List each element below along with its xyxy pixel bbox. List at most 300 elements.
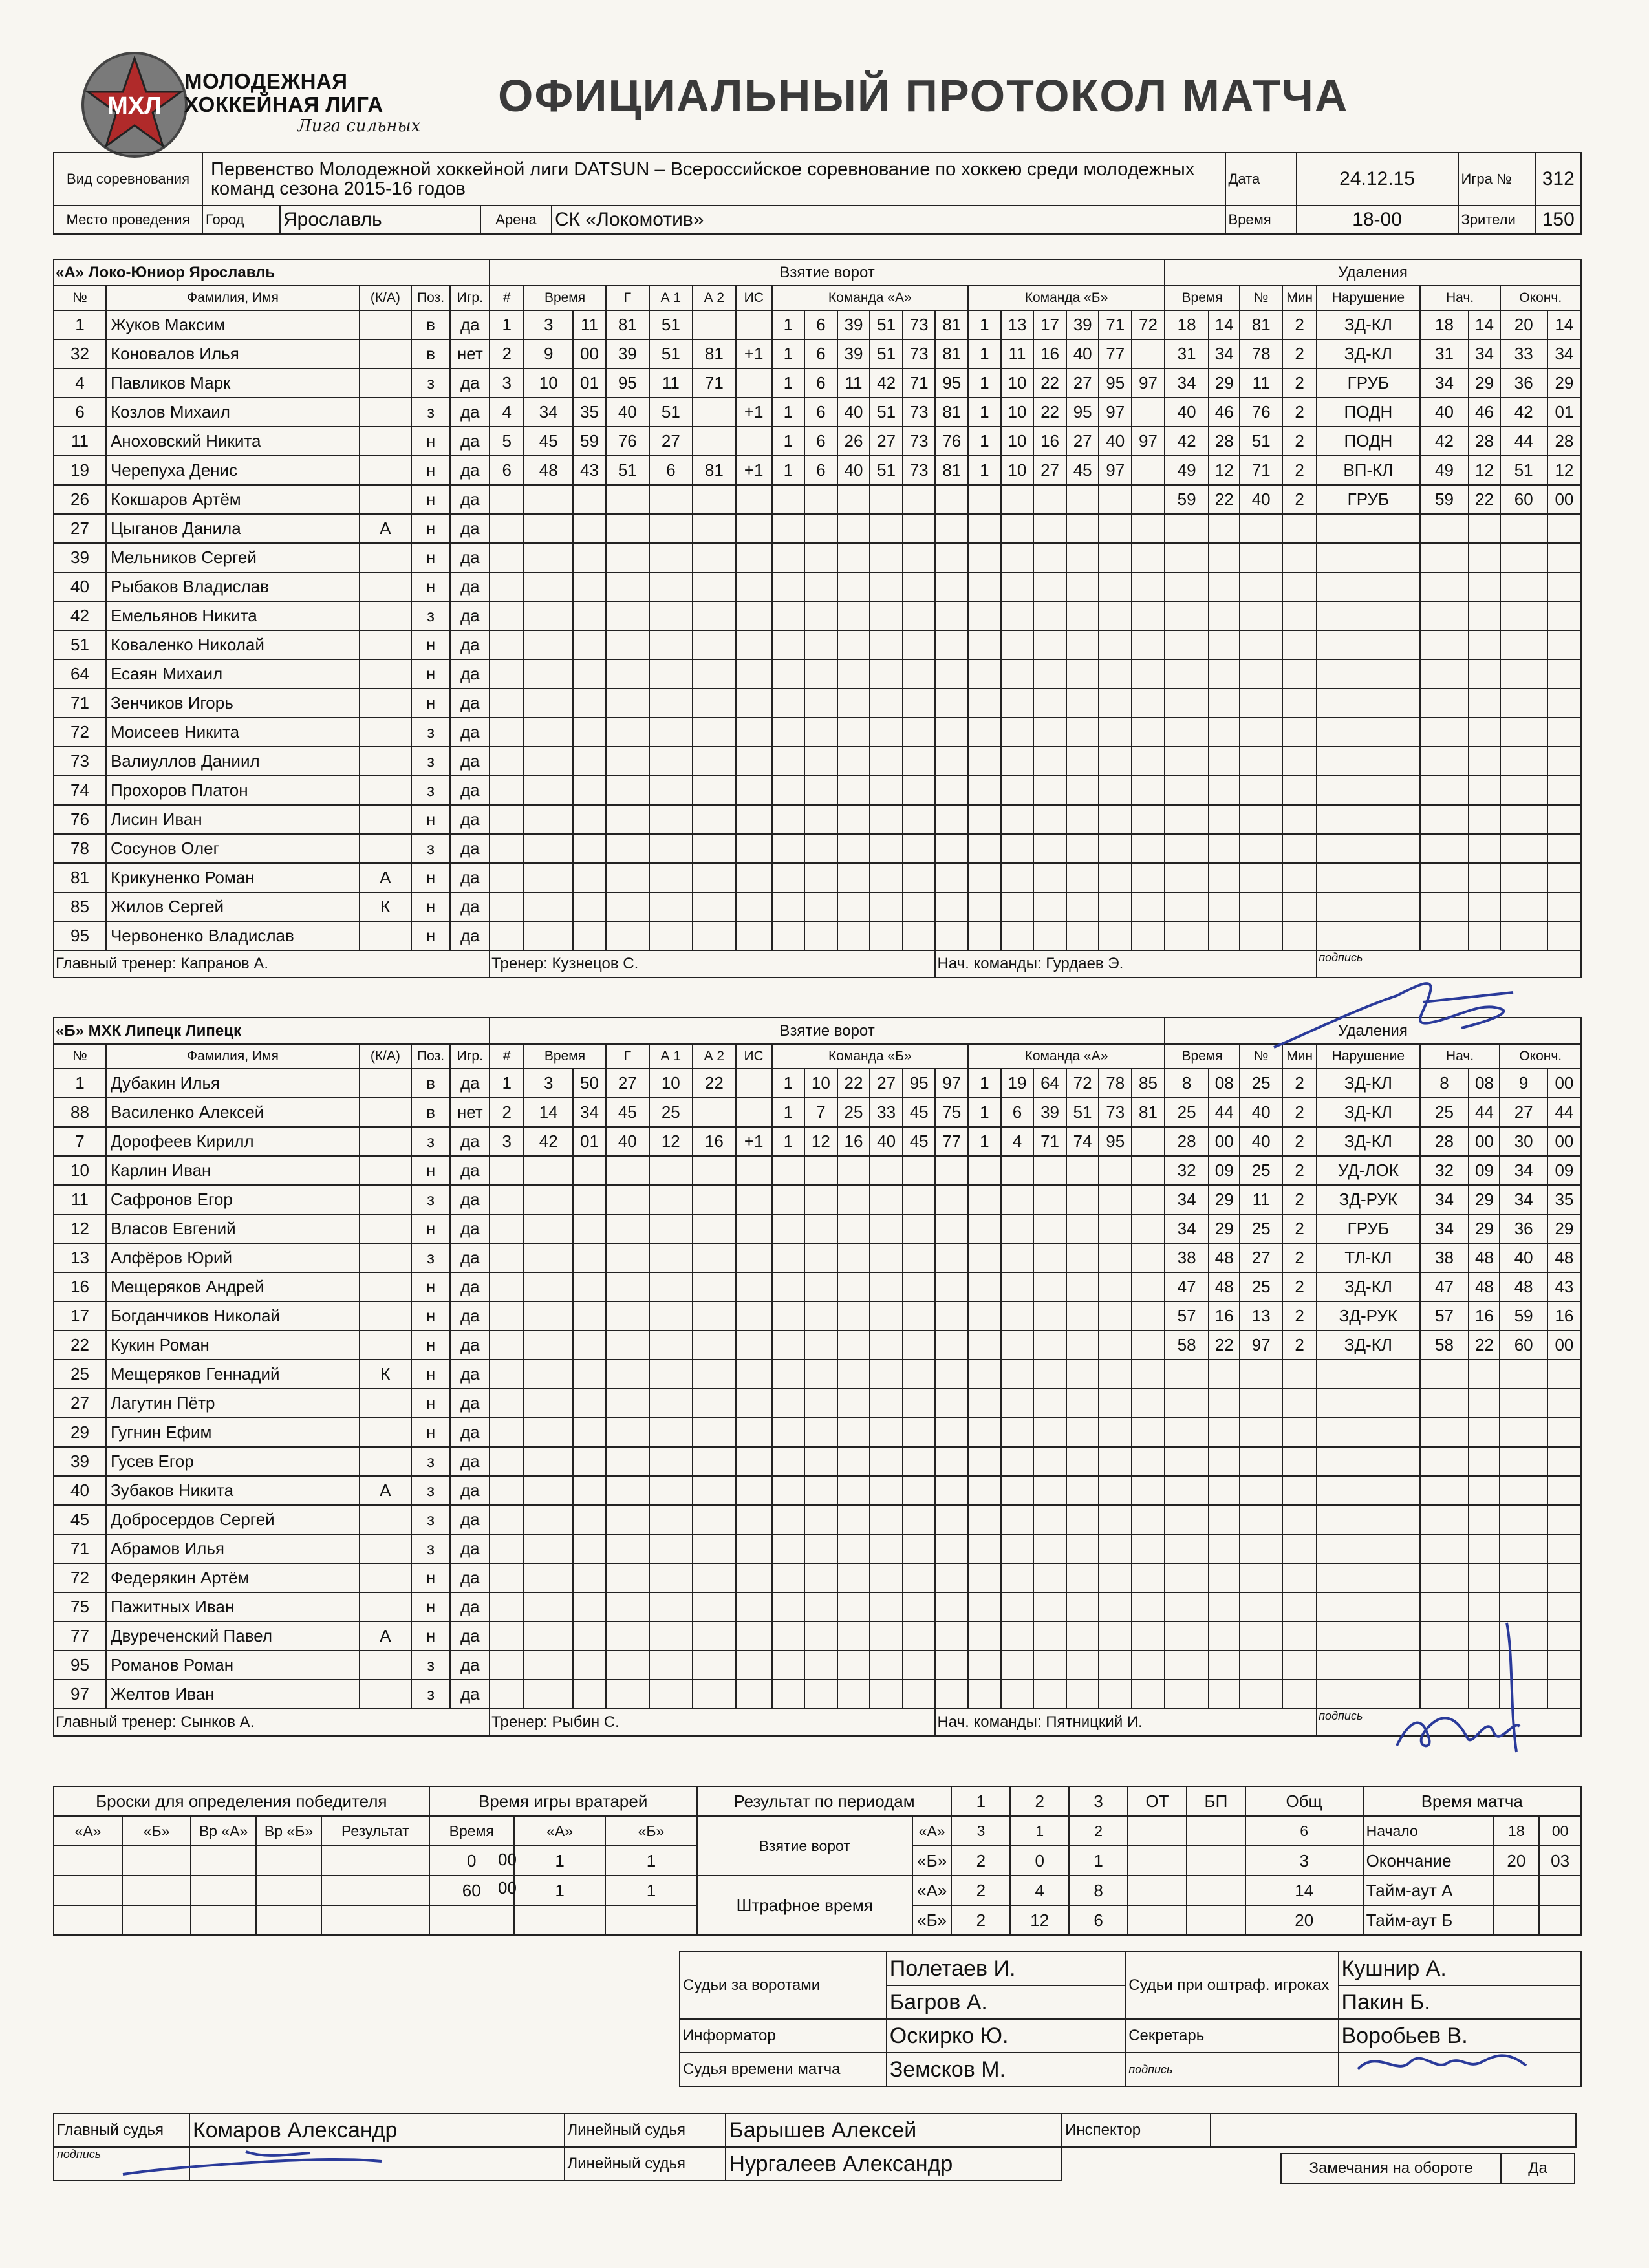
goal-own-onice: 73	[903, 398, 936, 427]
goal-opp-onice	[1001, 1505, 1034, 1534]
goal-own-onice: 73	[903, 427, 936, 456]
goal-opp-onice	[1066, 1563, 1099, 1592]
penalty-start-minute	[1420, 1476, 1469, 1505]
gk-col-a: «А»	[514, 1816, 605, 1846]
goal-own-onice	[870, 1505, 903, 1534]
goal-second	[573, 1505, 606, 1534]
gk-row1-b: 1	[605, 1846, 696, 1876]
penalty-start-minute	[1420, 1360, 1469, 1389]
player-role	[360, 805, 411, 834]
player-position: н	[411, 1331, 451, 1360]
goal-own-onice	[804, 543, 837, 572]
penalty-start-minute: 32	[1420, 1156, 1469, 1185]
goal-own-onice: 97	[935, 1069, 968, 1098]
goal-own-onice	[935, 485, 968, 514]
team_a-row	[54, 892, 1581, 921]
goal-own-onice	[935, 805, 968, 834]
player-role	[360, 485, 411, 514]
penalty-second	[1209, 1505, 1240, 1534]
penalty-second	[1209, 747, 1240, 776]
goal-strength	[736, 863, 772, 892]
penalty-end-second: 44	[1547, 1098, 1581, 1127]
goal-opp-onice: 71	[1033, 1127, 1066, 1156]
player-played: да	[450, 863, 490, 892]
penalty-length: 2	[1282, 1243, 1317, 1272]
goal-opp-onice	[968, 1447, 1001, 1476]
goal-assist2	[693, 1098, 736, 1127]
goal-second	[573, 630, 606, 659]
goals-a-p1: 3	[951, 1816, 1010, 1846]
goal-number	[490, 572, 524, 601]
goal-assist2	[693, 572, 736, 601]
goal-own-onice	[935, 1592, 968, 1621]
penalty-length	[1282, 1389, 1317, 1418]
penalty-end-minute: 30	[1500, 1127, 1547, 1156]
goal-second	[573, 1447, 606, 1476]
goal-opp-onice	[1132, 659, 1165, 689]
penalty-infraction	[1317, 892, 1419, 921]
penalty-end-minute	[1500, 1389, 1547, 1418]
team_b-penalties-header: Удаления	[1165, 1018, 1581, 1044]
penalty-start-second: 12	[1469, 456, 1500, 485]
goal-own-onice: 75	[935, 1098, 968, 1127]
goal-opp-onice	[968, 1331, 1001, 1360]
goal-opp-onice	[1099, 921, 1132, 950]
goal-own-onice	[837, 1621, 870, 1651]
penalty-length	[1282, 805, 1317, 834]
goal-own-onice	[870, 485, 903, 514]
goal-own-onice: 81	[935, 398, 968, 427]
goal-opp-onice	[1001, 834, 1034, 863]
linesman-1-label: Линейный судья	[565, 2113, 726, 2147]
player-position: н	[411, 1418, 451, 1447]
goal-strength	[736, 1418, 772, 1447]
penalty-length	[1282, 1418, 1317, 1447]
penalty-end-second: 14	[1547, 310, 1581, 339]
goal-own-onice	[935, 1680, 968, 1709]
goal-minute	[524, 1651, 573, 1680]
goals-label: Взятие ворот	[697, 1816, 912, 1876]
goal-own-onice	[935, 1621, 968, 1651]
penalty-player	[1240, 1621, 1282, 1651]
penalty-second	[1209, 1592, 1240, 1621]
goal-opp-onice	[1001, 1418, 1034, 1447]
goal-own-onice	[935, 543, 968, 572]
penalty-infraction	[1317, 1360, 1419, 1389]
goal-opp-onice	[1001, 776, 1034, 805]
penalty-infraction: ПОДН	[1317, 427, 1419, 456]
gk-row2-b: 1	[605, 1876, 696, 1905]
goal-opp-onice	[1132, 1447, 1165, 1476]
team_b-row	[54, 1534, 1581, 1563]
penalty-infraction	[1317, 776, 1419, 805]
goal-own-onice	[870, 659, 903, 689]
goal-own-onice	[772, 630, 805, 659]
penalty-second	[1209, 1680, 1240, 1709]
signature-referee	[116, 2145, 388, 2184]
goal-opp-onice	[1001, 1272, 1034, 1301]
goal-opp-onice	[968, 1156, 1001, 1185]
goal-opp-onice: 1	[968, 427, 1001, 456]
goal-assist1	[649, 543, 693, 572]
player-role	[360, 398, 411, 427]
penalty-length	[1282, 1447, 1317, 1476]
goal-minute	[524, 630, 573, 659]
goal-strength	[736, 1360, 772, 1389]
goal-own-onice: 11	[837, 369, 870, 398]
penalty-second	[1209, 718, 1240, 747]
goal-assist1: 51	[649, 398, 693, 427]
goal-scorer	[606, 543, 649, 572]
goal-opp-onice	[1033, 1563, 1066, 1592]
penalty-start-second	[1469, 601, 1500, 630]
goal-minute	[524, 1185, 573, 1214]
penalty-start-minute	[1420, 630, 1469, 659]
player-position: в	[411, 339, 451, 369]
penalty-player: 13	[1240, 1301, 1282, 1331]
goal-opp-onice	[1001, 805, 1034, 834]
goal-own-onice: 1	[772, 339, 805, 369]
penalty-infraction	[1317, 1505, 1419, 1534]
penalty-second	[1209, 805, 1240, 834]
goal-assist2	[693, 514, 736, 543]
referee-label: Главный судья	[54, 2113, 189, 2147]
goal-assist1	[649, 863, 693, 892]
goal-opp-onice	[968, 1272, 1001, 1301]
goal-assist2	[693, 747, 736, 776]
penalty-minute: 34	[1165, 369, 1209, 398]
goal-opp-onice	[1001, 1360, 1034, 1389]
goal-opp-onice: 19	[1001, 1069, 1034, 1098]
goal-own-onice	[837, 1680, 870, 1709]
penalty-end-second	[1547, 601, 1581, 630]
player-played: да	[450, 1301, 490, 1331]
goal-own-onice	[903, 514, 936, 543]
goal-opp-onice	[1132, 1331, 1165, 1360]
goal-opp-onice	[1132, 1243, 1165, 1272]
goal-assist2: 22	[693, 1069, 736, 1098]
goal-number	[490, 1680, 524, 1709]
goal-opp-onice	[968, 1418, 1001, 1447]
player-number: 88	[54, 1098, 106, 1127]
goal-judges-label: Судьи за воротами	[680, 1952, 887, 2019]
team_b-row	[54, 1214, 1581, 1243]
goal-own-onice	[870, 1592, 903, 1621]
penalty-minute	[1165, 1505, 1209, 1534]
shootout-col-gk-b: Вр «Б»	[256, 1816, 321, 1846]
goal-opp-onice	[1001, 1534, 1034, 1563]
penalty-start-second: 48	[1469, 1243, 1500, 1272]
goal-opp-onice	[1066, 747, 1099, 776]
player-played: да	[450, 1592, 490, 1621]
penalty-end-minute	[1500, 1476, 1547, 1505]
goal-assist2	[693, 1505, 736, 1534]
team_a-row	[54, 863, 1581, 892]
penalty-player	[1240, 718, 1282, 747]
goal-number	[490, 921, 524, 950]
linesman-2-label: Линейный судья	[565, 2147, 726, 2181]
penalty-player: 78	[1240, 339, 1282, 369]
goal-opp-onice	[1066, 1447, 1099, 1476]
player-number: 22	[54, 1331, 106, 1360]
goal-opp-onice	[1066, 1651, 1099, 1680]
goal-own-onice	[804, 572, 837, 601]
penalty-minute: 38	[1165, 1243, 1209, 1272]
team_a-penalties-header: Удаления	[1165, 259, 1581, 286]
goal-minute	[524, 892, 573, 921]
goal-minute: 34	[524, 398, 573, 427]
penalty-end-second	[1547, 1621, 1581, 1651]
penalty-end-minute	[1500, 1505, 1547, 1534]
goal-opp-onice	[1001, 1592, 1034, 1621]
goal-scorer	[606, 1214, 649, 1243]
pim-label: Штрафное время	[697, 1876, 912, 1935]
arena-label: Арена	[480, 206, 552, 233]
goal-minute	[524, 776, 573, 805]
penalty-second	[1209, 776, 1240, 805]
goal-opp-onice	[1066, 543, 1099, 572]
penalty-infraction	[1317, 921, 1419, 950]
goal-opp-onice	[1001, 1389, 1034, 1418]
goal-number: 2	[490, 1098, 524, 1127]
penalty-length	[1282, 921, 1317, 950]
penalty-end-second: 00	[1547, 1127, 1581, 1156]
penalty-second: 48	[1209, 1272, 1240, 1301]
player-number: 7	[54, 1127, 106, 1156]
penalty-minute	[1165, 834, 1209, 863]
player-name: Жуков Максим	[106, 310, 360, 339]
timekeeper-name: Земсков М.	[887, 2053, 1125, 2086]
team_a-col-pos: Поз.	[411, 286, 451, 310]
goal-own-onice	[837, 1476, 870, 1505]
goal-opp-onice	[1099, 543, 1132, 572]
penalty-infraction: ЗД-КЛ	[1317, 1069, 1419, 1098]
player-played: да	[450, 1389, 490, 1418]
goal-opp-onice	[1033, 485, 1066, 514]
goal-assist1	[649, 1476, 693, 1505]
goal-assist1	[649, 1272, 693, 1301]
goal-opp-onice	[1132, 689, 1165, 718]
penalty-infraction: ЗД-КЛ	[1317, 1272, 1419, 1301]
goal-own-onice: 1	[772, 456, 805, 485]
penalty-infraction	[1317, 863, 1419, 892]
goal-opp-onice	[1099, 1389, 1132, 1418]
penalty-player	[1240, 776, 1282, 805]
goal-assist2	[693, 1272, 736, 1301]
player-role	[360, 747, 411, 776]
goal-assist1	[649, 1331, 693, 1360]
goal-opp-onice: 74	[1066, 1127, 1099, 1156]
penalty-minute	[1165, 630, 1209, 659]
summary-table	[53, 1786, 1582, 1936]
goal-opp-onice	[1033, 689, 1066, 718]
penalty-end-second	[1547, 1447, 1581, 1476]
goal-opp-onice: 95	[1099, 1127, 1132, 1156]
goal-opp-onice: 40	[1066, 339, 1099, 369]
penalty-player	[1240, 1447, 1282, 1476]
penalty-length: 2	[1282, 339, 1317, 369]
player-number: 39	[54, 543, 106, 572]
goal-second: 43	[573, 456, 606, 485]
penalty-end-minute	[1500, 718, 1547, 747]
goal-second: 50	[573, 1069, 606, 1098]
penalty-start-second	[1469, 630, 1500, 659]
goal-number	[490, 1214, 524, 1243]
goals-a-total: 6	[1245, 1816, 1363, 1846]
goal-assist1	[649, 1156, 693, 1185]
goal-minute	[524, 747, 573, 776]
penalty-infraction: ЗД-КЛ	[1317, 1331, 1419, 1360]
goal-opp-onice	[1033, 1301, 1066, 1331]
penalty-player: 71	[1240, 456, 1282, 485]
goal-minute: 3	[524, 310, 573, 339]
penalty-start-second: 00	[1469, 1127, 1500, 1156]
goal-opp-onice	[1132, 1621, 1165, 1651]
penalty-second	[1209, 630, 1240, 659]
player-name: Кукин Роман	[106, 1331, 360, 1360]
goal-own-onice: 39	[837, 339, 870, 369]
goal-second	[573, 1214, 606, 1243]
goal-own-onice	[804, 1331, 837, 1360]
penalty-start-second	[1469, 1447, 1500, 1476]
goal-own-onice	[935, 1651, 968, 1680]
goal-opp-onice	[1001, 1214, 1034, 1243]
team_a-table	[53, 259, 1582, 978]
penalty-end-second: 34	[1547, 339, 1581, 369]
penalty-end-minute	[1500, 1418, 1547, 1447]
goal-opp-onice: 10	[1001, 398, 1034, 427]
goal-opp-onice	[1066, 863, 1099, 892]
goal-second: 11	[573, 310, 606, 339]
goal-assist1	[649, 1185, 693, 1214]
player-number: 45	[54, 1505, 106, 1534]
team_a-col-own-team: Команда «А»	[772, 286, 969, 310]
goal-opp-onice	[1066, 572, 1099, 601]
team_a-col-played: Игр.	[450, 286, 490, 310]
goal-own-onice: 1	[772, 398, 805, 427]
goal-own-onice	[935, 630, 968, 659]
penalty-player	[1240, 863, 1282, 892]
goal-own-onice	[870, 1563, 903, 1592]
goal-own-onice: 76	[935, 427, 968, 456]
goal-opp-onice	[1099, 689, 1132, 718]
penalty-second	[1209, 863, 1240, 892]
goal-second	[573, 1651, 606, 1680]
goal-own-onice	[935, 1476, 968, 1505]
penalty-length: 2	[1282, 1098, 1317, 1127]
penalty-second: 46	[1209, 398, 1240, 427]
goal-assist1	[649, 892, 693, 921]
penalty-start-minute: 40	[1420, 398, 1469, 427]
goal-own-onice	[870, 747, 903, 776]
goal-opp-onice	[1099, 1331, 1132, 1360]
penalty-end-minute: 27	[1500, 1098, 1547, 1127]
goal-opp-onice	[968, 1389, 1001, 1418]
goal-assist2	[693, 718, 736, 747]
secretary-signature-label: подпись	[1125, 2053, 1338, 2086]
goal-opp-onice	[968, 659, 1001, 689]
team_b-row	[54, 1098, 1581, 1127]
competition-name: Первенство Молодежной хоккейной лиги DATSUN – Всероссийское соревнование по хоккею среди молодежных команд сезона 2015-16 годов	[202, 153, 1225, 206]
goal-minute: 45	[524, 427, 573, 456]
penalty-infraction	[1317, 514, 1419, 543]
goal-scorer	[606, 1592, 649, 1621]
penalty-start-second	[1469, 1389, 1500, 1418]
penalty-start-minute	[1420, 1534, 1469, 1563]
team_b-row	[54, 1331, 1581, 1360]
team_b-col-name: Фамилия, Имя	[106, 1044, 360, 1069]
goal-minute	[524, 1214, 573, 1243]
goal-opp-onice: 22	[1033, 398, 1066, 427]
player-name: Червоненко Владислав	[106, 921, 360, 950]
goal-opp-onice: 73	[1099, 1098, 1132, 1127]
goal-opp-onice	[1132, 863, 1165, 892]
penalty-start-second	[1469, 776, 1500, 805]
goal-assist2	[693, 1185, 736, 1214]
penalty-end-second: 01	[1547, 398, 1581, 427]
player-name: Гугнин Ефим	[106, 1418, 360, 1447]
goal-opp-onice	[1066, 514, 1099, 543]
goal-opp-onice: 1	[968, 398, 1001, 427]
penalty-length	[1282, 572, 1317, 601]
penalty-end-minute	[1500, 921, 1547, 950]
goal-opp-onice	[1132, 834, 1165, 863]
goal-opp-onice	[1132, 1214, 1165, 1243]
penalty-player: 11	[1240, 1185, 1282, 1214]
goal-own-onice	[772, 805, 805, 834]
penalty-start-minute	[1420, 601, 1469, 630]
goal-own-onice	[837, 1505, 870, 1534]
penalty-second	[1209, 689, 1240, 718]
player-played: да	[450, 892, 490, 921]
goal-own-onice: 1	[772, 310, 805, 339]
goal-scorer	[606, 630, 649, 659]
team_b-col-pen-min: Мин	[1282, 1044, 1317, 1069]
player-position: н	[411, 689, 451, 718]
team_a-signature-label: подпись	[1317, 950, 1581, 978]
inspector-label: Инспектор	[1062, 2113, 1211, 2147]
goal-strength	[736, 369, 772, 398]
penalty-infraction	[1317, 1476, 1419, 1505]
penalty-end-second: 29	[1547, 1214, 1581, 1243]
team_a-row	[54, 572, 1581, 601]
goal-number	[490, 1534, 524, 1563]
player-name: Абрамов Илья	[106, 1534, 360, 1563]
goal-number	[490, 1360, 524, 1389]
penalty-minute	[1165, 1447, 1209, 1476]
penalty-start-second: 14	[1469, 310, 1500, 339]
player-position: н	[411, 863, 451, 892]
player-role	[360, 601, 411, 630]
goal-opp-onice	[1132, 339, 1165, 369]
team_a-col-name: Фамилия, Имя	[106, 286, 360, 310]
goal-opp-onice	[1099, 1592, 1132, 1621]
team_b-manager: Пятницкий И.	[1046, 1713, 1143, 1731]
goal-opp-onice: 95	[1066, 398, 1099, 427]
goal-minute	[524, 659, 573, 689]
player-name: Дорофеев Кирилл	[106, 1127, 360, 1156]
player-role: А	[360, 1476, 411, 1505]
player-name: Цыганов Данила	[106, 514, 360, 543]
goal-number	[490, 659, 524, 689]
goal-own-onice	[935, 514, 968, 543]
player-role: А	[360, 514, 411, 543]
goal-own-onice	[935, 776, 968, 805]
goal-number: 6	[490, 456, 524, 485]
player-name: Емельянов Никита	[106, 601, 360, 630]
goal-opp-onice	[1099, 1301, 1132, 1331]
player-position: в	[411, 310, 451, 339]
